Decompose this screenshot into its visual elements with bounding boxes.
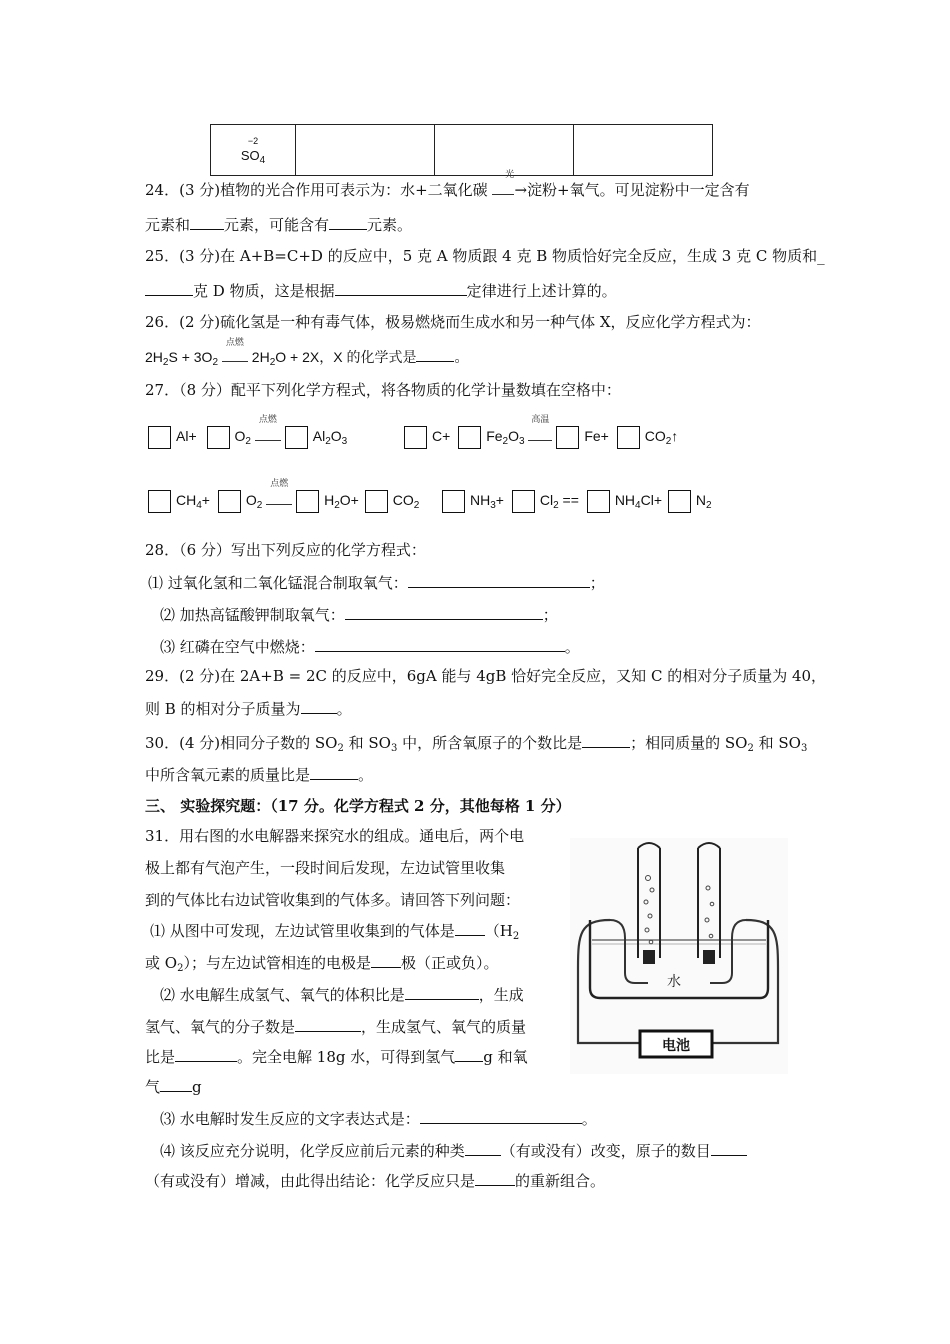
subscript: 2 [325,436,331,447]
q31-text: ）；与左边试管相连的电极是 [183,954,371,972]
subscript: 2 [177,963,184,974]
q27-condition-1 [255,414,281,448]
subscript: 4 [635,500,641,511]
q24-blank-1[interactable] [190,214,224,230]
q28-item3-text: ⑶ 红磷在空气中燃烧： [160,638,315,656]
q25-blank-2[interactable] [335,280,467,296]
condition-label: 点燃 [270,478,289,488]
q25-line1 [145,246,825,266]
q28-blank-2[interactable] [345,604,543,620]
subscript: 2 [256,500,263,511]
q31-text: ，生成氢气、氧气的质量 [361,1018,527,1036]
q31-line9 [145,1076,202,1097]
ion-cell [211,125,296,176]
q31-text: ⑷ 该反应充分说明，化学反应前后元素的种类 [160,1142,465,1160]
q26-blank[interactable] [416,346,454,362]
eq-term: Al [312,428,326,444]
punct: ； [542,606,558,624]
ion-table [210,124,713,176]
q24-line1 [145,170,750,200]
punct: 。 [564,638,580,656]
eq-term: NH [470,492,491,508]
punct: 。 [358,766,374,784]
subscript: 4 [196,500,202,511]
q26-line2 [145,337,469,368]
q24-blank-2[interactable] [329,214,367,230]
eq-term: == [558,492,579,508]
q31-text: ⑶ 水电解时发生反应的文字表达式是： [160,1110,420,1128]
q31-text: 氢气、氧气的分子数是 [145,1018,296,1036]
eq-term: Al+ [176,428,197,444]
eq-term: ↑ [671,428,679,444]
q24-text-d: 元素，可能含有 [224,216,330,234]
q25-text-a: 25．(3 分)在 A+B=C+D 的反应中，5 克 A 物质跟 4 克 B 物质恰好完全反应，生成 3 克 C 物质和_ [145,247,825,265]
q28-item1 [148,572,605,593]
q27-condition-3 [266,478,292,512]
eq-term: CO [644,428,666,444]
q30-line2 [145,764,373,785]
q27-equation-4 [442,488,712,513]
q25-text-c: 定律进行上述计算的。 [466,282,617,300]
q24-line2 [145,214,412,235]
q26-condition-label: 点燃 [225,337,244,347]
battery-label: 电池 [662,1038,690,1054]
q29-blank[interactable] [301,698,337,714]
q26-eq-part: 。 [454,349,469,365]
q29-line1 [145,666,826,686]
eq-term: CH [176,492,197,508]
eq-term: + [495,492,504,508]
eq-term: NH [614,492,636,508]
q24-text-a: 24．(3 分)植物的光合作用可表示为：水+二氧化碳 [145,181,488,199]
coefficient-box[interactable] [556,426,579,449]
q31-line7 [145,1016,526,1037]
q27-equation-3 [148,478,420,513]
subscript: 2 [337,743,344,754]
q31-text: 的重新组合。 [515,1172,606,1190]
subscript: 2 [212,357,218,368]
q26-eq-part: 2H [251,349,270,365]
q31-text: 比是 [145,1048,176,1066]
q31-text: （有或没有）改变，原子的数目 [500,1142,711,1160]
coefficient-box[interactable] [148,426,171,449]
q31-text: 。完全电解 18g 水，可得到氢气 [237,1048,456,1066]
q28-blank-1[interactable] [408,572,590,588]
q31-blank-gas[interactable] [455,920,485,936]
eq-term: N [695,492,707,508]
q31-line8 [145,1046,528,1067]
subscript: 3 [341,436,348,447]
q26-eq-part: S + 3O [168,349,213,365]
eq-term: H [324,492,335,508]
q31-line4 [150,920,519,941]
q28-item2-text: ⑵ 加热高锰酸钾制取氧气： [160,606,345,624]
q30-part: 30．(4 分)相同分子数的 SO [145,734,338,752]
eq-term: O [234,428,246,444]
q31-text: （H [484,922,513,940]
q26-text-a: 26．(2 分)硫化氢是一种有毒气体，极易燃烧而生成水和另一种气体 X，反应化学方程式为： [145,313,761,331]
q26-eq-part: O + 2X，X 的化学式是 [275,349,417,365]
q31-blank-atom-change[interactable] [711,1140,747,1156]
q31-blank-hydrogen-mass[interactable] [455,1046,483,1062]
q30-blank-2[interactable] [310,764,358,780]
q28-item2 [160,604,558,625]
q31-blank-mass-ratio[interactable] [175,1046,237,1062]
q30-blank-1[interactable] [582,732,630,748]
right-electrode [703,950,715,964]
q31-text: 31．用右图的水电解器来探究水的组成。通电后，两个电 [145,827,525,845]
coefficient-box[interactable] [148,490,171,513]
q28-item1-text: ⑴ 过氧化氢和二氧化锰混合制取氧气： [148,574,408,592]
q24-text-e: 元素。 [367,216,413,234]
electrolysis-apparatus-figure [570,838,788,1074]
q29-text-a: 29．(2 分)在 2A+B = 2C 的反应中，6gA 能与 4gB 恰好完全反应，又知 C 的相对分子质量为 40， [145,667,827,685]
q27-condition-2 [528,414,552,448]
q31-line10 [160,1108,597,1129]
eq-term: Cl [539,492,554,508]
q31-blank-word-equation[interactable] [420,1108,582,1124]
eq-term: C+ [432,428,451,444]
q25-text-b: 克 D 物质，这是根据 [193,282,335,300]
q28-blank-3[interactable] [315,636,565,652]
q31-text: ，生成 [478,986,524,1004]
q31-blank-electrode[interactable] [371,952,401,968]
q24-condition-arrow: 光 → [492,180,527,200]
eq-term: O [330,428,342,444]
subscript: 3 [390,743,398,754]
eq-term: Fe [486,428,503,444]
q31-text: 。 [581,1110,597,1128]
coefficient-box[interactable] [207,426,230,449]
subscript: 2 [245,436,251,447]
condition-label: 高温 [531,414,550,424]
coefficient-box[interactable] [587,490,610,513]
coefficient-box[interactable] [617,426,640,449]
q31-text: g [192,1078,202,1096]
q31-line1 [145,826,524,846]
q30-part: 中，所含氧原子的个数比是 [397,734,583,752]
q31-text: 或 O [145,954,178,972]
subscript: 2 [512,931,520,942]
subscript: 2 [502,436,509,447]
subscript: 2 [747,743,754,754]
q25-line2 [145,280,617,301]
eq-term: CO [392,492,414,508]
subscript: 2 [162,357,169,368]
coefficient-box[interactable] [365,490,388,513]
q24-condition: 光 [505,170,515,180]
q31-text: 极上都有气泡产生，一段时间后发现，左边试管里收集 [145,859,506,877]
subscript: 2 [706,500,712,511]
q31-blank-conclusion[interactable] [475,1170,515,1186]
q31-blank-molecule-ratio[interactable] [295,1016,361,1032]
eq-term: + [201,492,210,508]
eq-term: Fe+ [584,428,609,444]
q31-line6 [160,984,524,1005]
q27-title-text: 27．（8 分）配平下列化学方程式，将各物质的化学计量数填在空格中： [145,381,621,399]
q31-text: ⑴ 从图中可发现，左边试管里收集到的气体是 [150,922,455,940]
coefficient-box[interactable] [218,490,241,513]
subscript: 3 [518,436,525,447]
subscript: 2 [413,500,420,511]
q31-blank-volume-ratio[interactable] [405,984,479,1000]
left-electrode [643,950,655,964]
q31-line2 [145,858,505,878]
eq-term: Cl+ [640,492,663,508]
q29-line2 [145,698,352,719]
water-label: 水 [667,974,681,990]
q30-part: 和 SO [753,734,801,752]
subscript: 2 [334,500,340,511]
table-cell-empty [574,125,713,176]
q26-condition [222,337,248,367]
q31-text: 到的气体比右边试管收集到的气体多。请回答下列问题： [145,891,521,909]
q26-line1 [145,312,761,332]
punct: ； [589,574,605,592]
q31-line12 [145,1170,605,1191]
q24-text-c: 元素和 [145,216,191,234]
q29-text-b: 则 B 的相对分子质量为 [145,700,301,718]
q31-text: 极（正或负）。 [400,954,499,972]
eq-term: O [508,428,519,444]
q31-text: g 和氧 [483,1048,528,1066]
q31-text: 气 [145,1078,161,1096]
punct: 。 [336,700,352,718]
ion-charge: −2 [247,136,259,146]
q31-text: ⑵ 水电解生成氢气、氧气的体积比是 [160,986,405,1004]
coefficient-box[interactable] [296,490,319,513]
section-3-text: 三、 实验探究题：（17 分。化学方程式 2 分，其他每格 1 分） [145,797,571,815]
coefficient-box[interactable] [442,490,465,513]
coefficient-box[interactable] [404,426,427,449]
q27-equation-1 [148,414,348,449]
q30-part: 和 SO [343,734,391,752]
q27-equation-2 [404,414,679,449]
q24-text-b: 淀粉+氧气。可见淀粉中一定含有 [527,181,750,199]
q31-blank-element-change[interactable] [465,1140,501,1156]
q31-text: （有或没有）增减，由此得出结论：化学反应只是 [145,1172,476,1190]
subscript: 3 [490,500,496,511]
coefficient-box[interactable] [458,426,481,449]
q28-item3 [160,636,580,657]
ion-subscript: 4 [259,155,266,166]
q31-line5 [145,952,498,973]
subscript: 3 [800,743,808,754]
eq-term: O [245,492,257,508]
coefficient-box[interactable] [668,490,691,513]
q30-text-b: 中所含氧元素的质量比是 [145,766,311,784]
subscript: 2 [665,436,672,447]
table-cell-empty [435,125,574,176]
section-3-heading [145,796,571,816]
q30-line1 [145,732,807,753]
subscript: 2 [553,500,559,511]
q31-blank-oxygen-mass[interactable] [160,1076,192,1092]
q27-title [145,380,621,400]
q28-title-text: 28．（6 分）写出下列反应的化学方程式： [145,541,426,559]
coefficient-box[interactable] [512,490,535,513]
q31-line11 [160,1140,747,1161]
q26-eq-part: 2H [145,349,163,365]
q25-blank-1[interactable] [145,280,193,296]
coefficient-box[interactable] [285,426,308,449]
q30-part: ；相同质量的 SO [630,734,748,752]
eq-term: O+ [339,492,359,508]
condition-label: 点燃 [258,414,277,424]
ion-formula: SO [240,148,260,163]
table-cell-empty [296,125,435,176]
q31-line3 [145,890,520,910]
subscript: 2 [269,357,276,368]
q28-title [145,540,426,560]
